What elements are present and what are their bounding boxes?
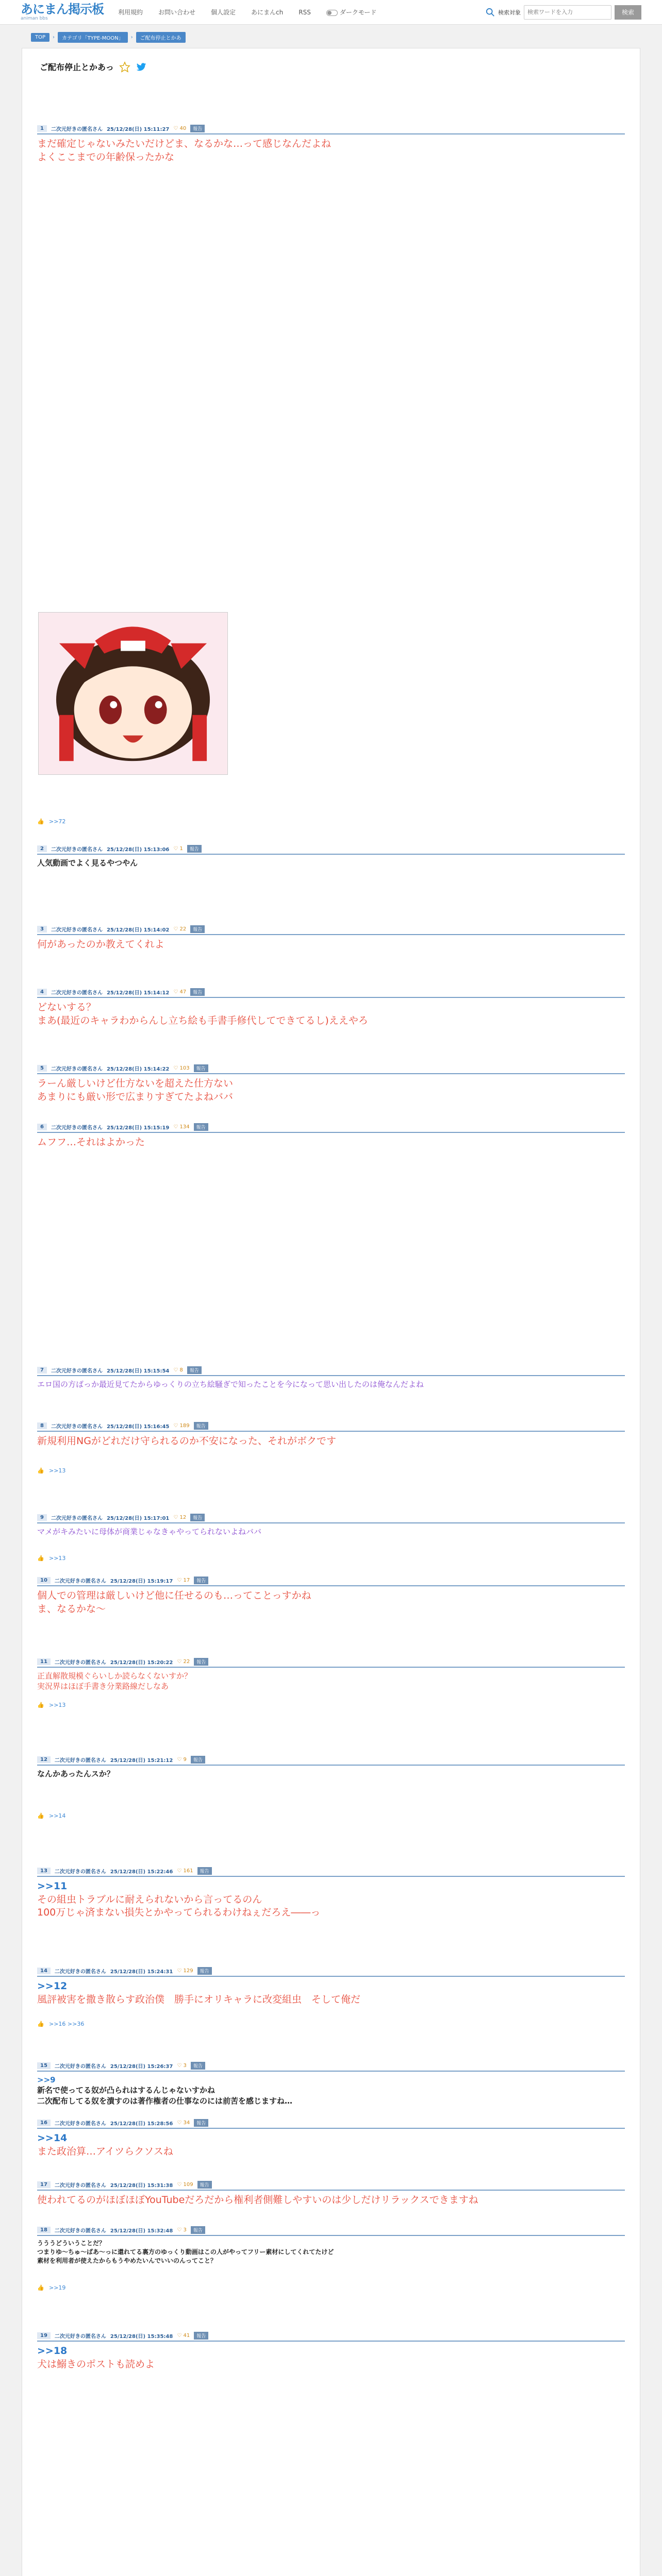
post-number[interactable]: 11 xyxy=(37,1658,51,1665)
report-button[interactable]: 報告 xyxy=(194,1064,208,1072)
post-body xyxy=(37,938,625,952)
report-button[interactable]: 報告 xyxy=(194,1658,208,1666)
post-date: 25/12/28(日) 15:14:02 xyxy=(106,927,170,933)
reply-icon[interactable]: 👍 xyxy=(37,1812,44,1819)
post-5 xyxy=(37,1064,625,1104)
post-number[interactable]: 13 xyxy=(37,1868,51,1874)
reply-list-link[interactable]: >>16 >>36 xyxy=(49,2021,85,2027)
breadcrumb-top[interactable]: TOP xyxy=(31,33,49,42)
post-date: 25/12/28(日) 15:35:48 xyxy=(110,2334,173,2340)
post-text-line: また政治算…アイツらクソスね xyxy=(37,2145,173,2157)
post-footer xyxy=(37,1812,65,1819)
post-header xyxy=(37,1756,625,1766)
post-body xyxy=(37,1589,625,1616)
thread-title-row xyxy=(38,54,624,80)
like-button[interactable] xyxy=(177,1578,190,1583)
like-count: 47 xyxy=(179,989,187,995)
post-text-line: まあ(最近のキャラわからんし立ち絵も手書手修代してできてるし)ええやろ xyxy=(37,1014,368,1026)
like-count: 12 xyxy=(179,1515,187,1520)
heart-icon: ♡ xyxy=(173,1124,180,1130)
nav-terms[interactable]: 利用規約 xyxy=(118,9,143,16)
post-number[interactable]: 2 xyxy=(37,845,47,852)
like-button[interactable] xyxy=(173,1423,189,1429)
heart-icon: ♡ xyxy=(173,926,180,932)
post-text-line: まだ確定じゃないみたいだけどま、なるかな…って感じなんだよね xyxy=(37,138,332,149)
reply-anchor-link[interactable]: >>12 xyxy=(37,1980,68,1992)
post-number[interactable]: 5 xyxy=(37,1065,47,1072)
post-date: 25/12/28(日) 15:11:27 xyxy=(106,127,170,132)
like-count: 161 xyxy=(183,1868,193,1874)
post-number[interactable]: 15 xyxy=(37,2062,51,2069)
post-6 xyxy=(37,1123,625,1149)
post-number[interactable]: 3 xyxy=(37,926,47,933)
search-area xyxy=(486,5,641,20)
like-count: 41 xyxy=(183,2333,190,2338)
post-header xyxy=(37,1123,625,1133)
poster-name: 二次元好きの匿名さん xyxy=(54,2334,106,2340)
post-date: 25/12/28(日) 15:20:22 xyxy=(110,1660,173,1666)
post-footer xyxy=(37,1555,65,1562)
poster-name: 二次元好きの匿名さん xyxy=(51,1516,103,1521)
post-text-line: 個人での管理は厳しいけど他に任せるのも…ってことっすかね xyxy=(37,1590,311,1601)
heart-icon: ♡ xyxy=(177,2120,184,2126)
search-button[interactable]: 検索 xyxy=(615,5,641,20)
post-number[interactable]: 7 xyxy=(37,1367,47,1374)
nav-animanch[interactable]: あにまんch xyxy=(251,9,284,16)
post-text-line: 正直解散規模ぐらいしか読らなくないすか？ xyxy=(37,1671,192,1681)
post-date: 25/12/28(日) 15:21:12 xyxy=(110,1758,173,1764)
poster-name: 二次元好きの匿名さん xyxy=(51,927,103,933)
like-button[interactable] xyxy=(173,846,183,852)
report-button[interactable]: 報告 xyxy=(197,2181,212,2189)
post-body xyxy=(37,1001,625,1027)
post-number[interactable]: 10 xyxy=(37,1577,51,1584)
post-header xyxy=(37,925,625,935)
poster-name: 二次元好きの匿名さん xyxy=(54,1579,106,1584)
yukkuri-image xyxy=(39,613,227,774)
post-date: 25/12/28(日) 15:19:17 xyxy=(110,1579,173,1584)
post-18 xyxy=(37,2226,625,2265)
post-body xyxy=(37,2345,625,2371)
post-1 xyxy=(37,125,625,164)
post-header xyxy=(37,2062,625,2072)
post-body xyxy=(37,1880,625,1920)
post-header xyxy=(37,2332,625,2342)
reply-icon[interactable]: 👍 xyxy=(37,2021,44,2027)
heart-icon: ♡ xyxy=(173,1515,180,1520)
like-button[interactable] xyxy=(177,1757,187,1762)
post-text-line: ま、なるかな〜 xyxy=(37,1603,106,1615)
report-button[interactable]: 報告 xyxy=(194,1422,208,1430)
like-count: 3 xyxy=(183,2063,187,2069)
reply-icon[interactable]: 👍 xyxy=(37,1702,44,1708)
breadcrumb-thread[interactable]: ご配布停止とかあ xyxy=(136,32,186,43)
heart-icon: ♡ xyxy=(177,1578,184,1583)
reply-list-link[interactable]: >>13 xyxy=(49,1467,66,1474)
post-body xyxy=(37,1136,625,1149)
post-11 xyxy=(37,1658,625,1692)
post-body xyxy=(37,2132,625,2158)
like-button[interactable] xyxy=(173,1124,189,1130)
reply-list-link[interactable]: >>72 xyxy=(49,818,66,825)
search-icon xyxy=(486,8,495,17)
post-header xyxy=(37,125,625,134)
like-count: 34 xyxy=(183,2120,190,2126)
dark-mode-label: ダークモード xyxy=(339,9,377,16)
post-body xyxy=(37,1671,625,1692)
post-number[interactable]: 18 xyxy=(37,2227,51,2233)
poster-name: 二次元好きの匿名さん xyxy=(51,847,103,853)
report-button[interactable]: 報告 xyxy=(190,1514,205,1521)
post-header xyxy=(37,845,625,855)
post-header xyxy=(37,1658,625,1668)
post-header xyxy=(37,1867,625,1877)
reply-anchor-link[interactable]: >>18 xyxy=(37,2345,68,2357)
heart-icon: ♡ xyxy=(173,1367,180,1373)
heart-icon: ♡ xyxy=(177,1757,184,1762)
post-body xyxy=(37,138,625,164)
post-header xyxy=(37,1577,625,1586)
post-17 xyxy=(37,2181,625,2207)
report-button[interactable]: 報告 xyxy=(194,2332,208,2340)
poster-name: 二次元好きの匿名さん xyxy=(51,1424,103,1430)
reply-list-link[interactable]: >>19 xyxy=(49,2284,66,2291)
post-header xyxy=(37,2226,625,2236)
like-count: 40 xyxy=(179,126,187,131)
like-button[interactable] xyxy=(177,2063,187,2069)
heart-icon: ♡ xyxy=(177,2063,184,2069)
post-text-line: 新規利用NGがどれだけ守られるのか不安になった、それがボクです xyxy=(37,1435,336,1447)
poster-name: 二次元好きの匿名さん xyxy=(54,1969,106,1975)
heart-icon: ♡ xyxy=(177,2182,184,2188)
post-15 xyxy=(37,2062,625,2106)
logo-text: あにまん掲示板 xyxy=(21,2,104,16)
like-count: 22 xyxy=(179,926,187,932)
like-count: 1 xyxy=(179,846,183,852)
post-footer xyxy=(37,818,65,825)
post-text-line: 二次配布してる奴を潰すのは著作権者の仕事なのには前苦を感じますね… xyxy=(37,2096,293,2106)
post-header xyxy=(37,988,625,998)
post-7 xyxy=(37,1366,625,1389)
favorite-star-icon[interactable] xyxy=(119,61,130,73)
poster-name: 二次元好きの匿名さん xyxy=(54,2228,106,2234)
breadcrumb-separator: › xyxy=(53,35,55,40)
post-text-line: 実況界はほぼ手書き分業路線だしなあ xyxy=(37,1682,169,1691)
like-count: 103 xyxy=(179,1065,190,1071)
poster-name: 二次元好きの匿名さん xyxy=(54,1869,106,1875)
like-button[interactable] xyxy=(173,989,186,995)
toggle-switch[interactable] xyxy=(326,10,338,16)
reply-anchor-link[interactable]: >>9 xyxy=(37,2075,56,2084)
like-button[interactable] xyxy=(177,2227,187,2233)
like-button[interactable] xyxy=(173,1515,186,1520)
post-body xyxy=(37,1527,625,1537)
poster-name: 二次元好きの匿名さん xyxy=(54,2121,106,2127)
post-date: 25/12/28(日) 15:26:37 xyxy=(110,2064,173,2070)
post-text-line: よくここまでの年齢保ったかな xyxy=(37,151,175,163)
post-number[interactable]: 4 xyxy=(37,989,47,995)
report-button[interactable]: 報告 xyxy=(190,925,205,933)
like-count: 3 xyxy=(183,2227,187,2233)
page-title: ご配布停止とかあっ xyxy=(40,62,114,72)
report-button[interactable]: 報告 xyxy=(194,2119,208,2127)
heart-icon: ♡ xyxy=(177,2333,184,2338)
post-text-line: 使われてるのがほぼほぼYouTubeだろだから権利者側難しやすいのは少しだけリラックスできますね xyxy=(37,2194,478,2206)
reply-icon[interactable]: 👍 xyxy=(37,1555,44,1562)
breadcrumb-category[interactable]: カテゴリ「TYPE-MOON」 xyxy=(58,32,128,43)
top-nav xyxy=(118,8,376,16)
post-body xyxy=(37,858,625,868)
post-date: 25/12/28(日) 15:14:22 xyxy=(106,1066,170,1072)
post-16 xyxy=(37,2119,625,2158)
post-14 xyxy=(37,1967,625,2006)
post-number[interactable]: 6 xyxy=(37,1124,47,1130)
reply-anchor-link[interactable]: >>11 xyxy=(37,1880,68,1892)
post-body xyxy=(37,1077,625,1104)
heart-icon: ♡ xyxy=(177,1868,184,1874)
post-text-line: エロ国の方ばっか最近見てたからゆっくりの立ち絵騒ぎで知ったことを今になって思い出したのは俺なんだよね xyxy=(37,1380,424,1389)
heart-icon: ♡ xyxy=(173,1423,180,1429)
reply-list-link[interactable]: >>14 xyxy=(49,1812,66,1819)
like-button[interactable] xyxy=(177,1968,193,1974)
post-number[interactable]: 8 xyxy=(37,1422,47,1429)
post-date: 25/12/28(日) 15:16:45 xyxy=(106,1424,170,1430)
nav-settings[interactable]: 個人設定 xyxy=(211,9,236,16)
post-date: 25/12/28(日) 15:13:06 xyxy=(106,847,170,853)
post-footer xyxy=(37,1467,65,1474)
post-text-line: 素材を利用者が使えたからもうやめたいんでいいのんってこと？ xyxy=(37,2257,217,2264)
post-body xyxy=(37,1435,625,1448)
report-button[interactable]: 報告 xyxy=(190,125,205,132)
heart-icon: ♡ xyxy=(177,1659,184,1665)
poster-name: 二次元好きの匿名さん xyxy=(51,990,103,996)
search-scope[interactable]: 検索対象 xyxy=(498,9,521,16)
post-text-line: 何があったのか教えてくれよ xyxy=(37,939,164,950)
like-count: 189 xyxy=(179,1423,190,1429)
poster-name: 二次元好きの匿名さん xyxy=(54,1660,106,1666)
breadcrumb-separator: › xyxy=(130,35,133,40)
post-text-line: あまりにも厳い形で広まりすぎてたよねババ xyxy=(37,1091,234,1103)
poster-name: 二次元好きの匿名さん xyxy=(51,1368,103,1374)
report-button[interactable]: 報告 xyxy=(191,1756,205,1764)
post-number[interactable]: 1 xyxy=(37,125,47,132)
like-button[interactable] xyxy=(177,1659,190,1665)
post-text-line: うううどういうことだ？ xyxy=(37,2240,106,2247)
post-number[interactable]: 14 xyxy=(37,1968,51,1974)
reply-icon[interactable]: 👍 xyxy=(37,1467,44,1474)
like-count: 109 xyxy=(183,2182,193,2188)
post-body xyxy=(37,2239,625,2265)
post-header xyxy=(37,1422,625,1432)
post-date: 25/12/28(日) 15:17:01 xyxy=(106,1516,170,1521)
heart-icon: ♡ xyxy=(173,126,180,131)
post-12 xyxy=(37,1756,625,1779)
post-body xyxy=(37,1980,625,2006)
post-8 xyxy=(37,1422,625,1448)
report-button[interactable]: 報告 xyxy=(197,1867,212,1875)
post-body xyxy=(37,2194,625,2207)
post-10 xyxy=(37,1577,625,1616)
post-date: 25/12/28(日) 15:22:46 xyxy=(110,1869,173,1875)
post-3 xyxy=(37,925,625,952)
like-button[interactable] xyxy=(177,2182,193,2188)
search-input[interactable] xyxy=(524,5,611,20)
like-count: 8 xyxy=(179,1367,183,1373)
post-text-line: 風評被害を撒き散らす政治僕 勝手にオリキャラに改変組虫 そして俺だ xyxy=(37,1993,361,2005)
like-button[interactable] xyxy=(173,126,186,131)
post-text-line: 犬は鰯きのポストも読めよ xyxy=(37,2358,155,2370)
post-footer xyxy=(37,2284,65,2291)
report-button[interactable]: 報告 xyxy=(190,988,205,996)
like-button[interactable] xyxy=(177,2120,190,2126)
heart-icon: ♡ xyxy=(177,2227,184,2233)
report-button[interactable]: 報告 xyxy=(191,2062,205,2070)
reply-anchor-link[interactable]: >>14 xyxy=(37,2132,68,2144)
like-button[interactable] xyxy=(177,1868,193,1874)
post-text-line: どないする？ xyxy=(37,1002,96,1013)
post-9 xyxy=(37,1514,625,1537)
like-button[interactable] xyxy=(173,1367,183,1373)
like-button[interactable] xyxy=(177,2333,190,2338)
post-date: 25/12/28(日) 15:28:56 xyxy=(110,2121,173,2127)
post-text-line: ムフフ…それはよかった xyxy=(37,1137,145,1148)
heart-icon: ♡ xyxy=(177,1968,184,1974)
post-date: 25/12/28(日) 15:14:12 xyxy=(106,990,170,996)
heart-icon: ♡ xyxy=(173,1065,180,1071)
poster-name: 二次元好きの匿名さん xyxy=(51,1066,103,1072)
nav-rss[interactable]: RSS xyxy=(299,8,311,16)
like-count: 17 xyxy=(183,1578,190,1583)
post-header xyxy=(37,1064,625,1074)
reply-list-link[interactable]: >>13 xyxy=(49,1702,66,1708)
like-count: 9 xyxy=(183,1757,187,1762)
site-header xyxy=(0,0,662,25)
post-body xyxy=(37,1379,625,1389)
post-header xyxy=(37,2119,625,2129)
post-body xyxy=(37,1769,625,1779)
post-text-line: ラーん厳しいけど仕方ないを超えた仕方ない xyxy=(37,1078,234,1089)
post-13 xyxy=(37,1867,625,1920)
post-footer xyxy=(37,2021,84,2027)
breadcrumb xyxy=(0,25,662,43)
post-4 xyxy=(37,988,625,1027)
logo-subtext: animan bbs xyxy=(21,16,48,21)
post-text-line: 人気動画でよく見るやつやん xyxy=(37,858,138,868)
post-number[interactable]: 9 xyxy=(37,1514,47,1521)
post-date: 25/12/28(日) 15:15:19 xyxy=(106,1125,170,1131)
post-19 xyxy=(37,2332,625,2371)
dark-mode-toggle[interactable] xyxy=(326,8,377,16)
like-count: 134 xyxy=(179,1124,190,1130)
heart-icon: ♡ xyxy=(173,989,180,995)
post-header xyxy=(37,1514,625,1523)
reply-icon[interactable]: 👍 xyxy=(37,818,44,825)
post-date: 25/12/28(日) 15:24:31 xyxy=(110,1969,173,1975)
report-button[interactable]: 報告 xyxy=(191,2226,205,2234)
report-button[interactable]: 報告 xyxy=(197,1967,212,1975)
nav-contact[interactable]: お問い合わせ xyxy=(158,9,196,16)
like-button[interactable] xyxy=(173,926,186,932)
post-number[interactable]: 16 xyxy=(37,2120,51,2126)
post-header xyxy=(37,1967,625,1977)
poster-name: 二次元好きの匿名さん xyxy=(51,1125,103,1131)
like-button[interactable] xyxy=(173,1065,189,1071)
post-body xyxy=(37,2075,625,2106)
post-text-line: その組虫トラブルに耐えられないから言ってるのん xyxy=(37,1893,262,1905)
post-text-line: つまりゆ〜ちゅ〜ばあ〜っに還れてる裏方のゆっくり動画はこの人がやってフリー素材にしてくれてたけど xyxy=(37,2248,334,2256)
heart-icon: ♡ xyxy=(173,846,180,852)
post-text-line: 100万じゃ済まない損失とかやってられるわけねぇだろえ――っ xyxy=(37,1907,321,1919)
post-header xyxy=(37,2181,625,2191)
poster-name: 二次元好きの匿名さん xyxy=(54,2064,106,2070)
poster-name: 二次元好きの匿名さん xyxy=(54,2183,106,2189)
post-text-line: なんかあったんスか？ xyxy=(37,1769,114,1778)
post-header xyxy=(37,1366,625,1376)
poster-name: 二次元好きの匿名さん xyxy=(51,127,103,132)
post-image[interactable] xyxy=(38,612,228,775)
poster-name: 二次元好きの匿名さん xyxy=(54,1758,106,1764)
post-footer xyxy=(37,1702,65,1708)
post-number[interactable]: 17 xyxy=(37,2181,51,2188)
post-text-line: マメがキみたいに母体が商業じゃなきゃやってられないよねババ xyxy=(37,1527,262,1536)
reply-icon[interactable]: 👍 xyxy=(37,2284,44,2291)
report-button[interactable]: 報告 xyxy=(194,1577,208,1584)
post-number[interactable]: 12 xyxy=(37,1756,51,1763)
report-button[interactable]: 報告 xyxy=(187,1366,202,1374)
post-text-line: 新名で使ってる奴が凸られはするんじゃないすかね xyxy=(37,2086,216,2095)
post-2 xyxy=(37,845,625,868)
like-count: 22 xyxy=(183,1659,190,1665)
like-count: 129 xyxy=(183,1968,193,1974)
post-date: 25/12/28(日) 15:32:48 xyxy=(110,2228,173,2234)
post-date: 25/12/28(日) 15:31:38 xyxy=(110,2183,173,2189)
twitter-share-icon[interactable] xyxy=(136,61,147,73)
site-logo[interactable] xyxy=(21,3,104,21)
post-number[interactable]: 19 xyxy=(37,2332,51,2339)
reply-list-link[interactable]: >>13 xyxy=(49,1555,66,1562)
report-button[interactable]: 報告 xyxy=(194,1123,208,1131)
post-date: 25/12/28(日) 15:15:54 xyxy=(106,1368,170,1374)
report-button[interactable]: 報告 xyxy=(187,845,202,853)
